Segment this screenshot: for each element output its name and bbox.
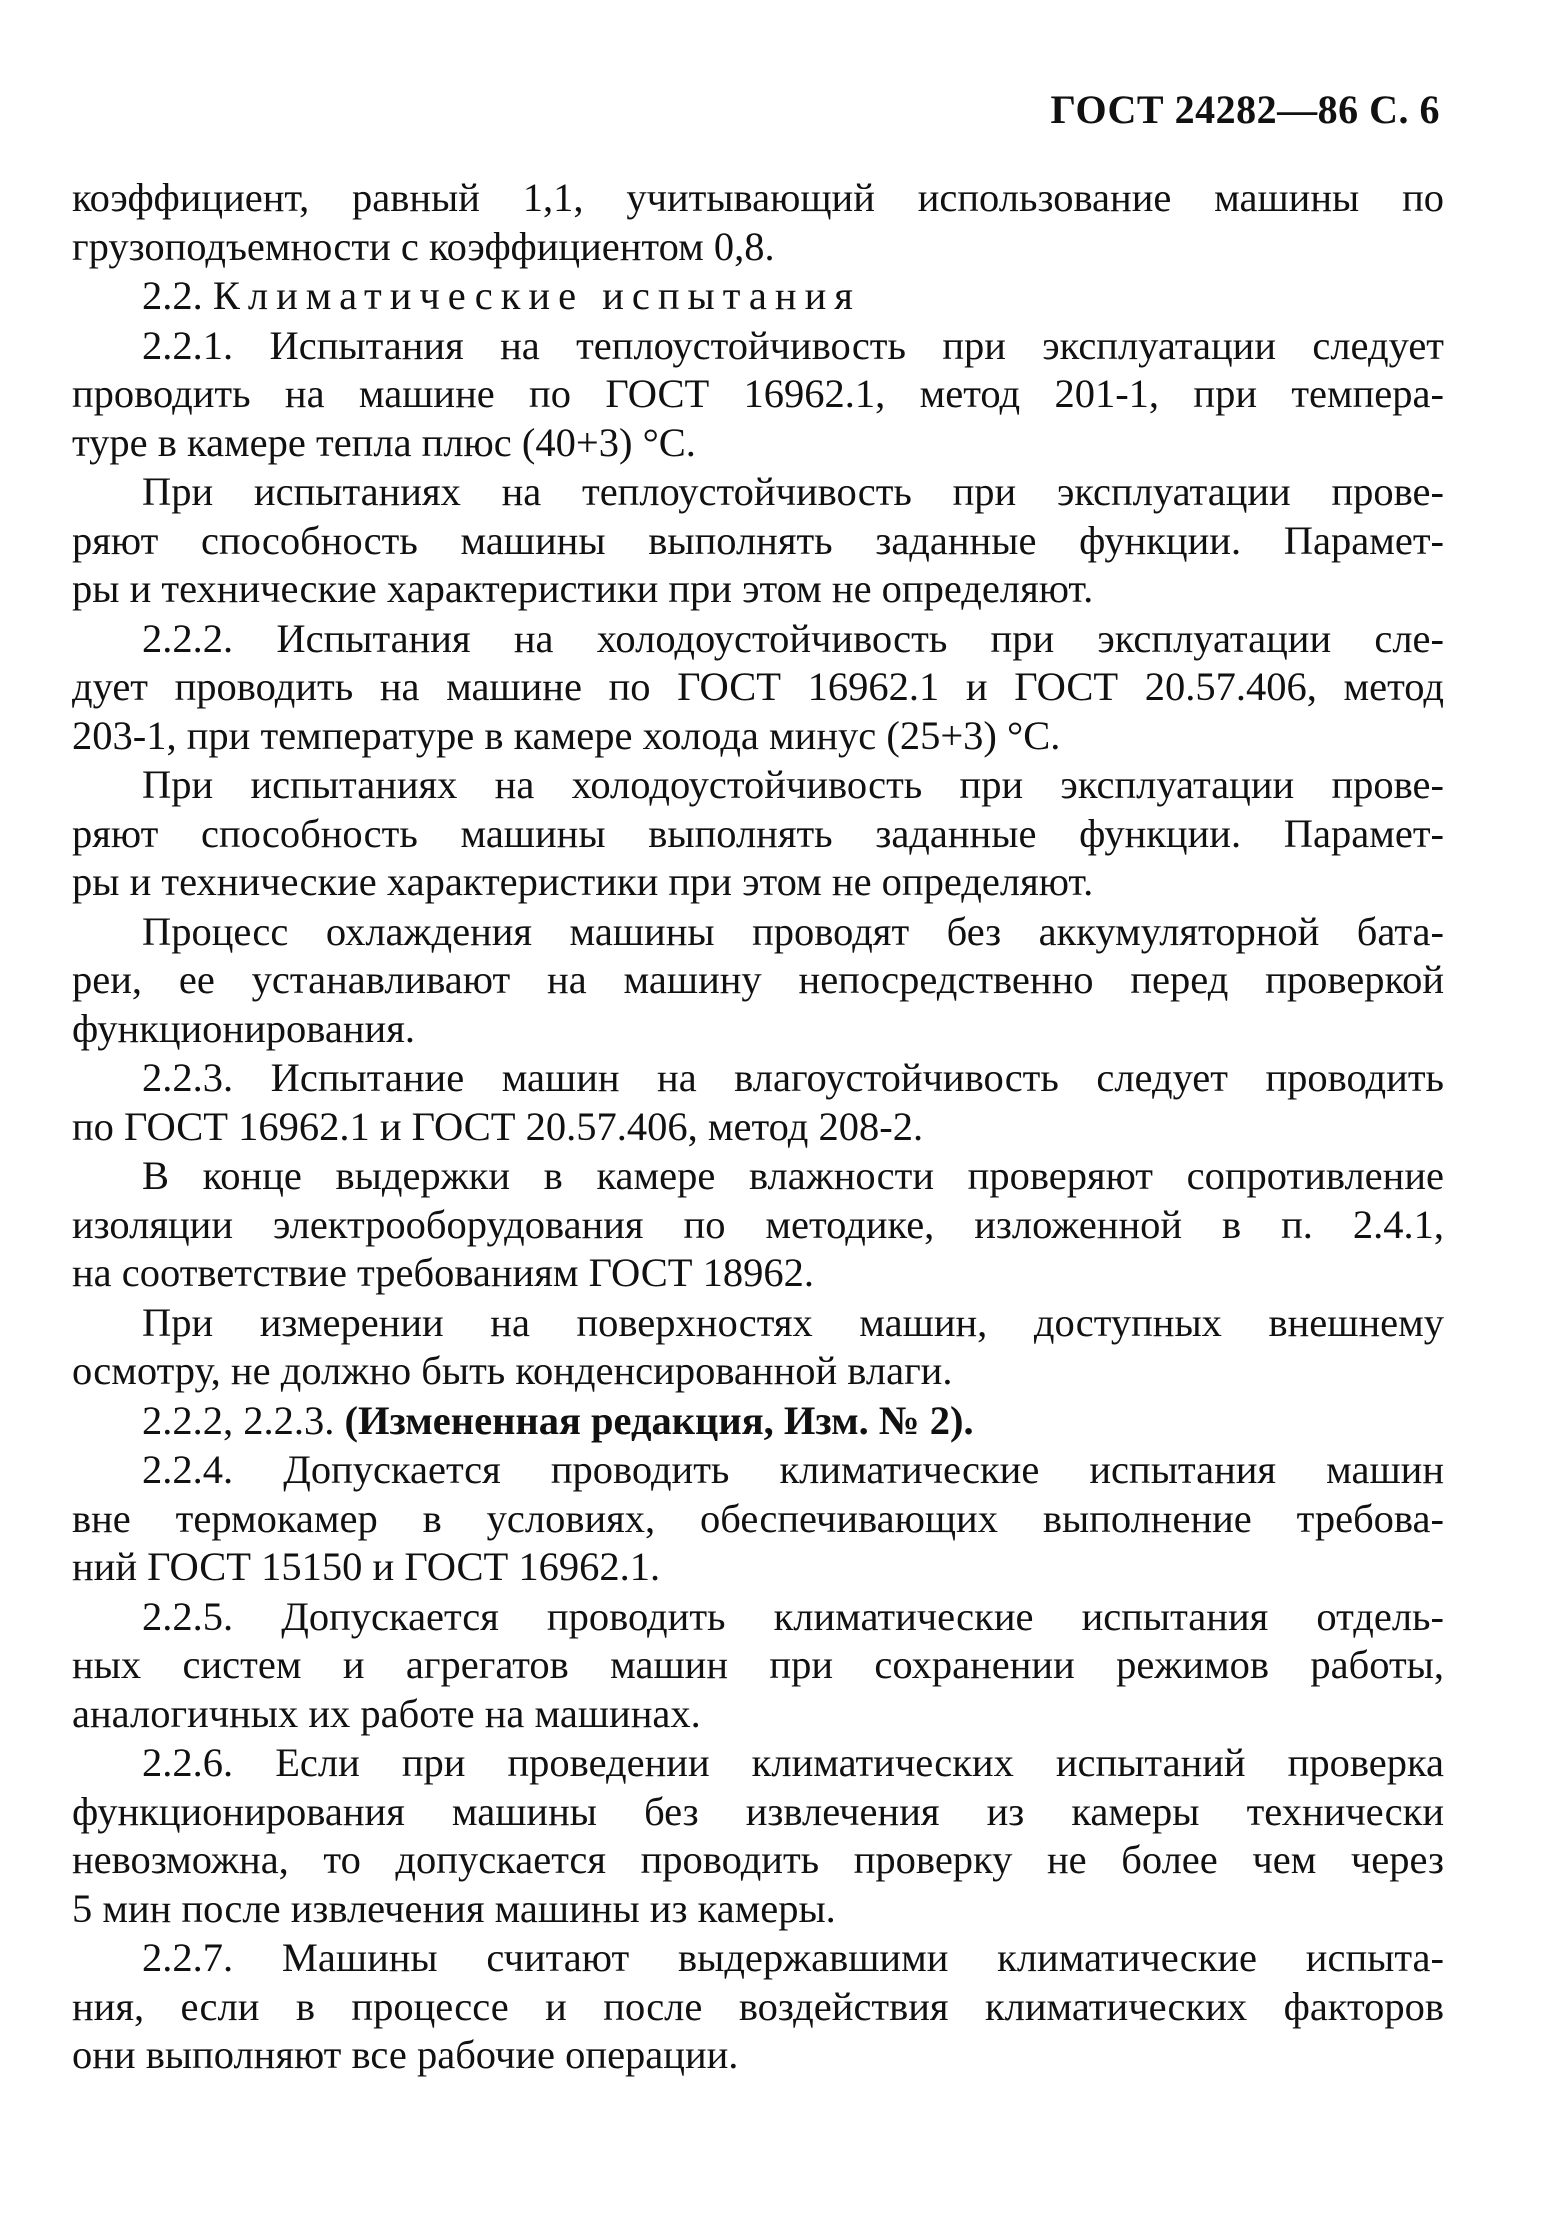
paragraph-continuation [72, 174, 1444, 271]
text-line: При испытаниях на теплоустойчивость при эксплуатации прове- [142, 469, 1444, 514]
text-line: ры и технические характеристики при этом не определяют. [72, 859, 1094, 904]
paragraph-2-2-6 [72, 1739, 1444, 1933]
paragraph-2-2-2 [72, 615, 1444, 761]
text-line: функционирования. [72, 1005, 415, 1051]
paragraph [72, 1152, 1444, 1298]
text-line: 2.2.3. Испытание машин на влагоустойчивость следует проводить [142, 1055, 1444, 1100]
text-line: ряют способность машины выполнять заданные функции. Парамет- [72, 517, 1444, 563]
text-line: ры и технические характеристики при этом не определяют. [72, 566, 1094, 611]
text-line: вне термокамер в условиях, обеспечивающих выполнение требова- [72, 1495, 1444, 1541]
text-line: функционирования машины без извлечения из камеры технически [72, 1788, 1444, 1834]
text-line: коэффициент, равный 1,1, учитывающий использование машины по [72, 175, 1444, 220]
text-line: невозможна, то допускается проводить проверку не более чем через [72, 1837, 1444, 1882]
paragraph-2-2-4 [72, 1446, 1444, 1592]
section-number: 2.2. [142, 273, 203, 318]
text-line: реи, ее устанавливают на машину непосредственно перед проверкой [72, 957, 1444, 1002]
text-line: туре в камере тепла плюс (40+3) °С. [72, 419, 696, 465]
paragraph-2-2-1 [72, 322, 1444, 468]
text-line: по ГОСТ 16962.1 и ГОСТ 20.57.406, метод 208-2. [72, 1103, 924, 1149]
text-line: Процесс охлаждения машины проводят без аккумуляторной бата- [142, 908, 1444, 954]
text-line: 2.2.5. Допускается проводить климатические испытания отдель- [142, 1593, 1444, 1639]
text-line: 2.2.1. Испытания на теплоустойчивость при эксплуатации следует [142, 322, 1444, 368]
text-line: они выполняют все рабочие операции. [72, 2032, 739, 2077]
text-line: изоляции электрооборудования по методике, изложенной в п. 2.4.1, [72, 1201, 1444, 1247]
paragraph [72, 908, 1444, 1054]
text-line: При испытаниях на холодоустойчивость при эксплуатации прове- [142, 762, 1444, 807]
text-line: 203-1, при температуре в камере холода минус (25+3) °С. [72, 712, 1061, 758]
text-line: 2.2.7. Машины считают выдержавшими климатические испыта- [142, 1935, 1444, 1980]
paragraph-2-2-7 [72, 1934, 1444, 2080]
text-line: 5 мин после извлечения машины из камеры. [72, 1885, 836, 1931]
paragraph-2-2-3 [72, 1054, 1444, 1151]
paragraph [72, 468, 1444, 614]
running-header: ГОСТ 24282—86 С. 6 [1050, 87, 1440, 132]
paragraph-2-2-5 [72, 1593, 1444, 1739]
text-line: проводить на машине по ГОСТ 16962.1, метод 201-1, при темпера- [72, 371, 1444, 416]
section-heading [72, 272, 1444, 321]
amendment-text: (Измененная редакция, Изм. № 2). [344, 1397, 974, 1443]
text-line: осмотру, не должно быть конденсированной влаги. [72, 1348, 953, 1393]
text-line: В конце выдержки в камере влажности проверяют сопротивление [142, 1153, 1444, 1198]
paragraph [72, 1299, 1444, 1396]
text-line: ния, если в процессе и после воздействия климатических факторов [72, 1983, 1444, 2029]
amendment-clauses: 2.2.2, 2.2.3. [142, 1397, 335, 1443]
text-line: ных систем и агрегатов машин при сохранении режимов работы, [72, 1642, 1444, 1687]
text-line: ний ГОСТ 15150 и ГОСТ 16962.1. [72, 1544, 661, 1589]
text-line: грузоподъемности с коэффициентом 0,8. [72, 223, 775, 269]
text-line: При измерении на поверхностях машин, доступных внешнему [142, 1299, 1444, 1345]
text-line: 2.2.6. Если при проведении климатических испытаний проверка [142, 1740, 1444, 1785]
text-line: аналогичных их работе на машинах. [72, 1690, 701, 1736]
body-text [72, 174, 1444, 2080]
amendment-note [72, 1397, 1444, 1446]
text-line: дует проводить на машине по ГОСТ 16962.1 и ГОСТ 20.57.406, метод [72, 664, 1444, 709]
section-title: Климатические испытания [212, 273, 861, 318]
text-line: на соответствие требованиям ГОСТ 18962. [72, 1250, 815, 1295]
text-line: ряют способность машины выполнять заданные функции. Парамет- [72, 810, 1444, 856]
text-line: 2.2.2. Испытания на холодоустойчивость при эксплуатации сле- [142, 615, 1444, 661]
paragraph [72, 761, 1444, 907]
text-line: 2.2.4. Допускается проводить климатические испытания машин [142, 1447, 1444, 1492]
